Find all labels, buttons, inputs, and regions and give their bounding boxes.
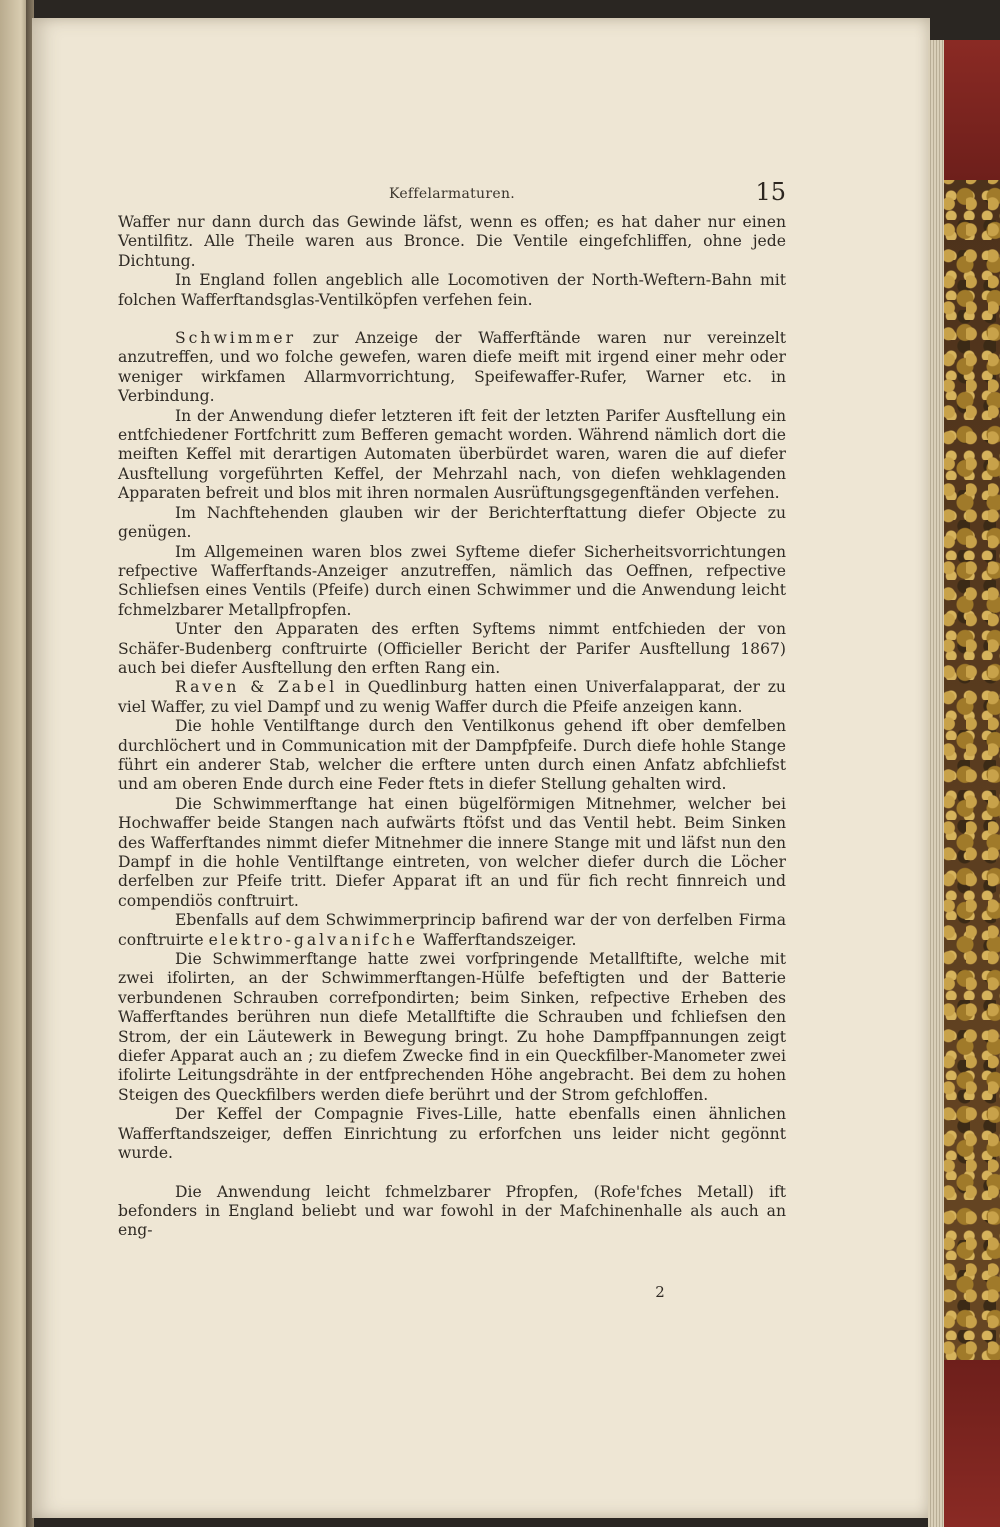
paragraph-text: Unter den Apparaten des erften Syftems nimmt entfchieden der von Schäfer-Budenberg conftruirte (Officieller Bericht der Parifer Ausftellung 1867) auch bei diefer Ausftellung den erften Rang ein. bbox=[118, 620, 786, 677]
paragraph-text: Ebenfalls auf dem Schwimmerprincip bafirend war der von derfelben Firma conftruirte bbox=[118, 911, 786, 949]
paragraph-lead: Schwimmer bbox=[175, 329, 297, 348]
paragraph-text: Im Allgemeinen waren blos zwei Syfteme diefer Sicherheitsvorrichtungen refpective Wafferftands-Anzeiger anzutreffen, nämlich das Oeffnen, refpective Schliefsen eines Ventils (Pfeife) durch einen Schwimmer und die Anwendung leicht fchmelzbarer Metallpfropfen. bbox=[118, 542, 786, 619]
paragraph-text: zur Anzeige der Wafferftände waren nur vereinzelt anzutreffen, und wo folche gewefen, waren diefe meift mit irgend einer mehr oder weniger wirkfamen Allarmvorrichtung, Speifewaffer-Rufer, Warner etc. in Verbindung. bbox=[118, 329, 786, 406]
paragraph-4 bbox=[118, 407, 786, 504]
cover-leather-top bbox=[944, 40, 1000, 180]
paragraph-text: Im Nachftehenden glauben wir der Berichterftattung diefer Objecte zu genügen. bbox=[118, 503, 786, 542]
paragraph-5 bbox=[118, 504, 786, 543]
paragraph-text: Die Schwimmerftange hatte zwei vorfpringende Metallftifte, welche mit zwei ifolirten, an der Schwimmerftangen-Hülfe befeftigten und der Batterie verbundenen Schrauben correfpondirten; beim Sinken, refpective Erheben des Wafferftandes berühren nun diefe Metallftifte die Schrauben und fchliefsen den Strom, der ein Läutewerk in Bewegung bringt. Zu hohe Dampffpannungen zeigt diefer Apparat auch an ; zu diefem Zwecke find in ein Queckfilber-Manometer zwei ifolirte Leitungsdrähte in der entfprechenden Höhe angebracht. Bei dem zu hohen Steigen des Queckfilbers werden diefe berührt und der Strom gefchloffen. bbox=[118, 950, 786, 1104]
paragraph-tail: Wafferftandszeiger. bbox=[418, 930, 577, 949]
paragraph-1 bbox=[118, 213, 786, 271]
page-number: 15 bbox=[755, 178, 786, 206]
paragraph-spaced-term: elektro-galvanifche bbox=[208, 930, 419, 949]
paragraph-text: Der Keffel der Compagnie Fives-Lille, hatte ebenfalls einen ähnlichen Wafferftandszeiger, deffen Einrichtung zu erforfchen uns leider nicht gegönnt wurde. bbox=[118, 1105, 786, 1163]
paragraph-12 bbox=[118, 950, 786, 1105]
running-head: Keffelarmaturen. bbox=[388, 186, 516, 202]
paragraph-11 bbox=[118, 911, 786, 950]
paragraph-text: Waffer nur dann durch das Gewinde läfst, wenn es offen; es hat daher nur einen Ventilfitz. Alle Theile waren aus Bronce. Die Ventile eingefchliffen, ohne jede Dichtung. bbox=[118, 213, 786, 270]
marbled-cover bbox=[944, 40, 1000, 1527]
body-text bbox=[118, 213, 786, 1241]
paragraph-14 bbox=[118, 1183, 786, 1241]
page-header bbox=[118, 176, 786, 210]
paragraph-9 bbox=[118, 717, 786, 795]
signature-mark: 2 bbox=[655, 1283, 665, 1301]
paragraph-10 bbox=[118, 795, 786, 911]
paragraph-7 bbox=[118, 620, 786, 678]
paragraph-8 bbox=[118, 678, 786, 717]
paragraph-lead: Raven & Zabel bbox=[175, 678, 338, 697]
cover-leather-bottom bbox=[944, 1360, 1000, 1527]
paragraph-text: Die Anwendung leicht fchmelzbarer Pfropfen, (Rofe'fches Metall) ift befonders in England beliebt und war fowohl in der Mafchinenhalle als auch an eng- bbox=[118, 1182, 786, 1240]
paragraph-text: In der Anwendung diefer letzteren ift feit der letzten Parifer Ausftellung ein entfchiedener Fortfchritt zum Befferen gemacht worden. Während nämlich dort die meiften Keffel mit derartigen Automaten überbürdet waren, waren die auf diefer Ausftellung vorgeführten Keffel, der Mehrzahl nach, von diefen wehklagenden Apparaten befreit und blos mit ihren normalen Ausrüftungsgegenftänden verfehen. bbox=[118, 406, 786, 503]
paragraph-3 bbox=[118, 329, 786, 407]
paragraph-text: Die hohle Ventilftange durch den Ventilkonus gehend ift ober demfelben durchlöchert und in Communication mit der Dampfpfeife. Durch diefe hohle Stange führt ein anderer Stab, welcher die erftere unten durch einen Anfatz abfchliefst und am oberen Ende durch eine Feder ftets in diefer Stellung gehalten wird. bbox=[118, 717, 786, 794]
paragraph-2 bbox=[118, 271, 786, 310]
paragraph-13 bbox=[118, 1105, 786, 1163]
paragraph-text: In England follen angeblich alle Locomotiven der North-Weftern-Bahn mit folchen Wafferftandsglas-Ventilköpfen verfehen fein. bbox=[118, 271, 786, 309]
paragraph-text: Die Schwimmerftange hat einen bügelförmigen Mitnehmer, welcher bei Hochwaffer beide Stangen nach aufwärts ftöfst und das Ventil hebt. Beim Sinken des Wafferftandes nimmt diefer Mitnehmer die innere Stange mit und läfst nun den Dampf in die hohle Ventilftange eintreten, von welcher diefer durch die Löcher derfelben zur Pfeife tritt. Diefer Apparat ift an und für fich recht finnreich und compendiös conftruirt. bbox=[118, 794, 786, 910]
paragraph-text: in Quedlinburg hatten einen Univerfalapparat, der zu viel Waffer, zu viel Dampf und zu wenig Waffer durch die Pfeife anzeigen kann. bbox=[118, 678, 786, 716]
paragraph-6 bbox=[118, 543, 786, 621]
